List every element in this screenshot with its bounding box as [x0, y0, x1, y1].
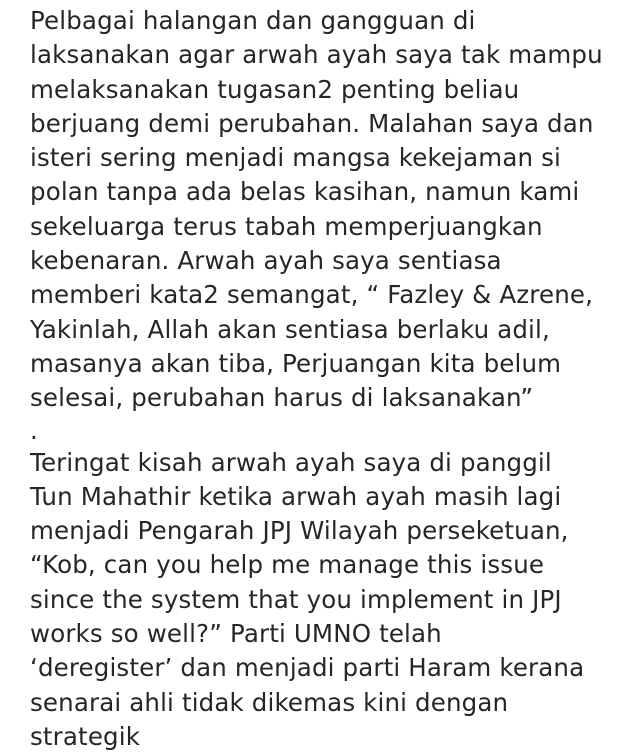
text-line: memberi kata2 semangat, “ Fazley & Azrene, — [30, 280, 594, 310]
paragraph-2 — [30, 446, 636, 754]
text-line: polan tanpa ada belas kasihan, namun kami — [30, 177, 580, 207]
text-line: works so well?” Parti UMNO telah — [30, 619, 442, 649]
text-line: laksanakan agar arwah ayah saya tak mampu — [30, 40, 603, 70]
text-line: sekeluarga terus tabah memperjuangkan — [30, 211, 543, 241]
text-line: strategik — [30, 721, 141, 751]
text-line: menjadi Pengarah JPJ Wilayah perseketuan, — [30, 516, 569, 546]
text-line: Pelbagai halangan dan gangguan di — [30, 6, 476, 35]
text-line: since the system that you implement in JPJ — [30, 584, 562, 614]
text-line: melaksanakan tugasan2 penting beliau — [30, 74, 520, 104]
text-line: senarai ahli tidak dikemas kini dengan — [30, 687, 509, 717]
text-line: ‘deregister’ dan menjadi parti Haram kerana — [30, 653, 585, 683]
paragraph-1 — [30, 4, 636, 416]
text-line: kebenaran. Arwah ayah saya sentiasa — [30, 246, 502, 276]
text-line: isteri sering menjadi mangsa kekejaman si — [30, 143, 561, 173]
post-caption-text — [30, 4, 636, 754]
paragraph-separator: . — [30, 415, 38, 445]
text-line: selesai, perubahan harus di laksanakan” — [30, 383, 534, 413]
text-line: masanya akan tiba, Perjuangan kita belum — [30, 348, 562, 378]
text-line: Yakinlah, Allah akan sentiasa berlaku adil, — [30, 314, 550, 344]
text-line: berjuang demi perubahan. Malahan saya dan — [30, 108, 594, 138]
text-line: Teringat kisah arwah ayah saya di panggil — [30, 447, 552, 477]
text-line: “Kob, can you help me manage this issue — [30, 550, 545, 580]
text-line: Tun Mahathir ketika arwah ayah masih lagi — [30, 481, 562, 511]
